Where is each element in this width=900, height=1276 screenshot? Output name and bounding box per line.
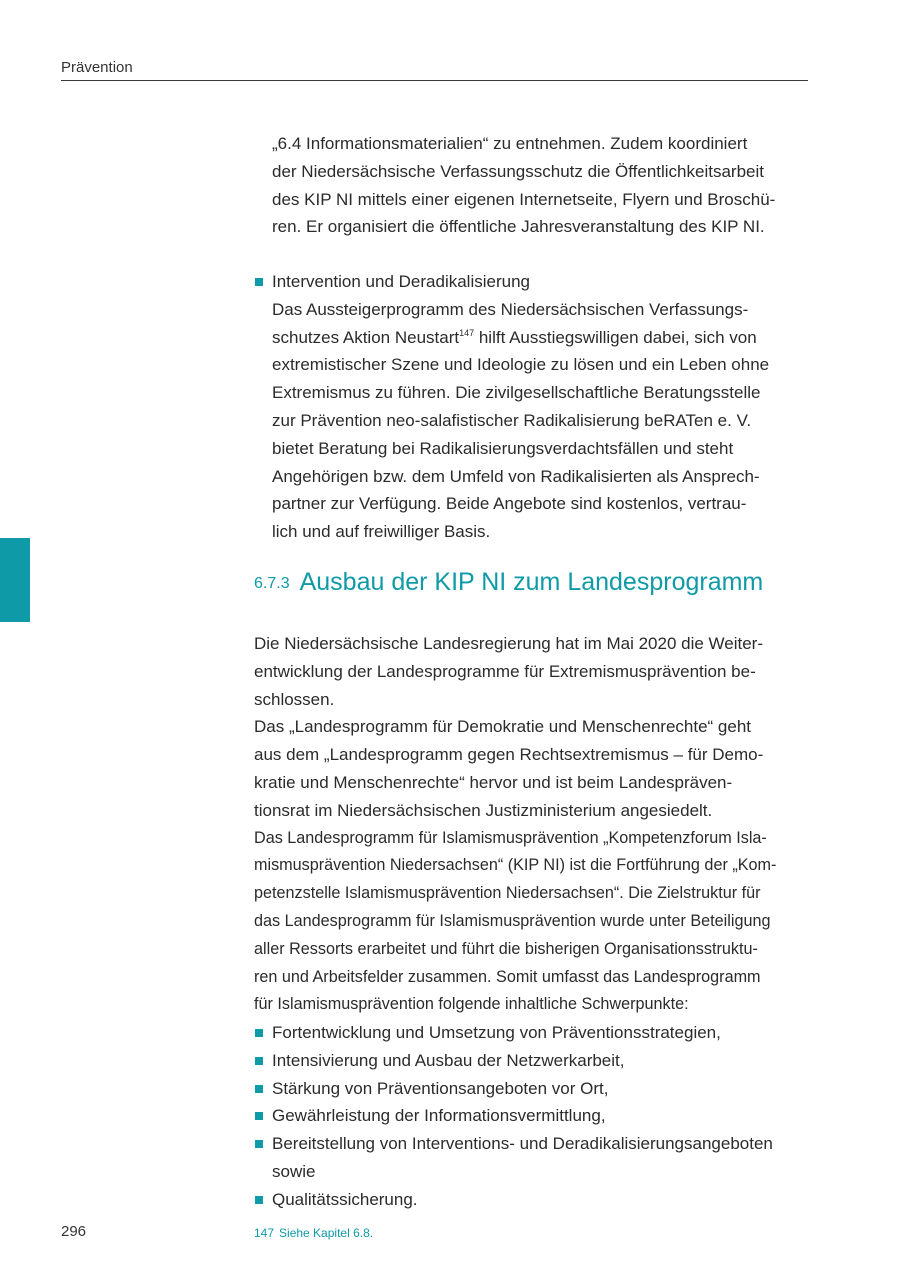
list-item-text: Stärkung von Präventionsangeboten vor Ort, bbox=[272, 1078, 609, 1098]
text-line: „6.4 Informationsmaterialien“ zu entnehmen. Zudem koordiniert bbox=[272, 134, 748, 153]
header-divider bbox=[61, 80, 808, 81]
list-item bbox=[254, 1075, 814, 1103]
list-item-text: sowie bbox=[272, 1161, 316, 1181]
text-line: bietet Beratung bei Radikalisierungsverdachtsfällen und steht bbox=[272, 438, 734, 458]
section-number: 6.7.3 bbox=[254, 575, 290, 592]
bullet-icon bbox=[255, 1196, 263, 1204]
list-item bbox=[254, 1186, 814, 1214]
list-item bbox=[254, 1047, 814, 1075]
list-item-text: Intensivierung und Ausbau der Netzwerkarbeit, bbox=[272, 1050, 625, 1070]
list-item bbox=[254, 1019, 814, 1047]
text-line: das Landesprogramm für Islamismusprävention wurde unter Beteiligung bbox=[254, 911, 771, 930]
focus-areas-list bbox=[254, 1019, 814, 1214]
footnote-reference: 147 bbox=[459, 327, 475, 338]
text-line: extremistischer Szene und Ideologie zu lösen und ein Leben ohne bbox=[272, 355, 770, 375]
page-number: 296 bbox=[61, 1223, 87, 1240]
text-line: Das Aussteigerprogramm des Niedersächsischen Verfassungs- bbox=[272, 299, 749, 319]
list-item bbox=[254, 1102, 814, 1130]
section-heading bbox=[254, 568, 814, 597]
list-item-text: Qualitätssicherung. bbox=[272, 1189, 418, 1209]
text-line: schlossen. bbox=[254, 689, 335, 709]
bullet-icon bbox=[255, 1112, 263, 1120]
text-line: Die Niedersächsische Landesregierung hat im Mai 2020 die Weiter- bbox=[254, 634, 764, 653]
section-title: Ausbau der KIP NI zum Landesprogramm bbox=[299, 568, 764, 596]
text-line: partner zur Verfügung. Beide Angebote sind kostenlos, vertrau- bbox=[272, 494, 747, 514]
bullet-icon bbox=[255, 1057, 263, 1065]
text-fragment: hilft Ausstiegswilligen dabei, sich von bbox=[474, 327, 757, 347]
text-line: aller Ressorts erarbeitet und führt die bisherigen Organisationsstruktu- bbox=[254, 939, 758, 958]
list-item-text: Fortentwicklung und Umsetzung von Präventionsstrategien, bbox=[272, 1023, 721, 1042]
text-line: Angehörigen bzw. dem Umfeld von Radikalisierten als Ansprech- bbox=[272, 466, 760, 486]
text-line: ren. Er organisiert die öffentliche Jahresveranstaltung des KIP NI. bbox=[272, 217, 765, 237]
text-line: ren und Arbeitsfelder zusammen. Somit umfasst das Landesprogramm bbox=[254, 967, 761, 986]
text-line: lich und auf freiwilliger Basis. bbox=[272, 522, 491, 542]
intro-paragraph bbox=[272, 130, 808, 241]
text-line: Das Landesprogramm für Islamismusprävention „Kompetenzforum Isla- bbox=[254, 828, 767, 847]
footnote bbox=[254, 1226, 373, 1240]
bullet-icon bbox=[255, 1029, 263, 1037]
list-item-text: Gewährleistung der Informationsvermittlung, bbox=[272, 1106, 606, 1126]
text-line: zur Prävention neo-salafistischer Radikalisierung beRATen e. V. bbox=[272, 410, 752, 430]
bullet-icon bbox=[255, 278, 263, 286]
text-line: Extremismus zu führen. Die zivilgesellschaftliche Beratungsstelle bbox=[272, 383, 761, 403]
bullet-icon bbox=[255, 1085, 263, 1093]
list-item-continuation bbox=[254, 1158, 814, 1186]
text-line: aus dem „Landesprogramm gegen Rechtsextremismus – für Demo- bbox=[254, 745, 764, 765]
text-line: Das „Landesprogramm für Demokratie und Menschenrechte“ geht bbox=[254, 717, 752, 737]
text-line: mismusprävention Niedersachsen“ (KIP NI) ist die Fortführung der „Kom- bbox=[254, 856, 777, 875]
list-item bbox=[254, 1130, 814, 1158]
text-line: der Niedersächsische Verfassungsschutz die Öffentlichkeitsarbeit bbox=[272, 161, 764, 181]
intervention-block bbox=[272, 268, 808, 546]
bullet-icon bbox=[255, 1140, 263, 1148]
bullet-heading: Intervention und Deradikalisierung bbox=[272, 272, 530, 291]
footnote-number: 147 bbox=[254, 1226, 275, 1240]
text-line: für Islamismusprävention folgende inhaltliche Schwerpunkte: bbox=[254, 995, 689, 1014]
text-line: tionsrat im Niedersächsischen Justizministerium angesiedelt. bbox=[254, 800, 713, 820]
chapter-thumb-tab bbox=[0, 538, 30, 622]
text-line bbox=[272, 324, 808, 352]
text-line: petenzstelle Islamismusprävention Niedersachsen“. Die Zielstruktur für bbox=[254, 884, 761, 903]
footnote-text: Siehe Kapitel 6.8. bbox=[279, 1226, 374, 1240]
running-header: Prävention bbox=[61, 59, 133, 76]
text-line: entwicklung der Landesprogramme für Extremismusprävention be- bbox=[254, 661, 756, 681]
section-body bbox=[254, 630, 808, 1019]
text-line: des KIP NI mittels einer eigenen Internetseite, Flyern und Broschü- bbox=[272, 189, 776, 209]
text-line: kratie und Menschenrechte“ hervor und ist beim Landespräven- bbox=[254, 772, 733, 792]
text-fragment: schutzes Aktion Neustart bbox=[272, 327, 460, 347]
list-item-text: Bereitstellung von Interventions- und Deradikalisierungsangeboten bbox=[272, 1134, 773, 1154]
